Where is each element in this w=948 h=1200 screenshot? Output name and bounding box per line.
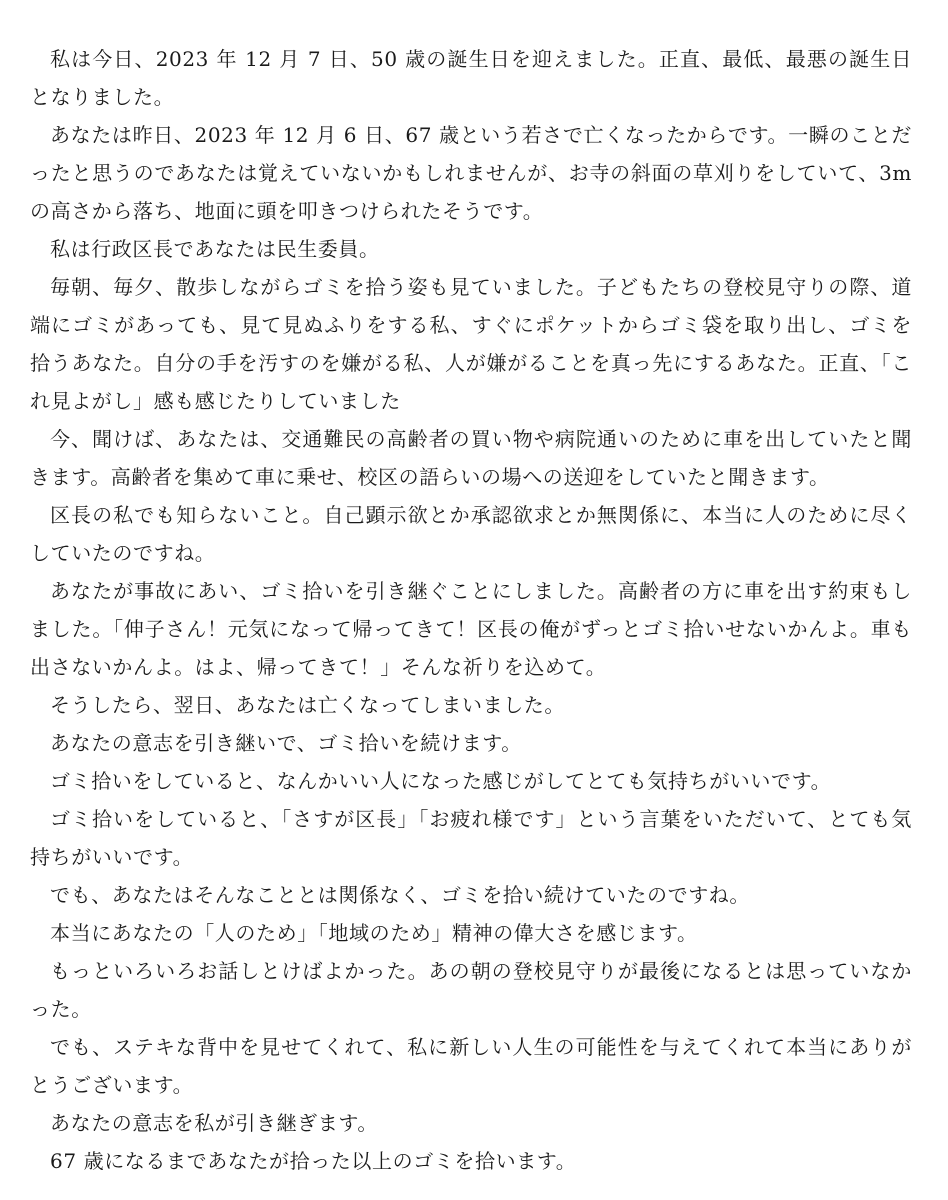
paragraph: あなたの意志を引き継いで、ゴミ拾いを続けます。	[50, 731, 522, 755]
paragraph: でも、あなたはそんなこととは関係なく、ゴミを拾い続けていたのですね。	[50, 883, 750, 907]
paragraph: そうしたら、翌日、あなたは亡くなってしまいました。	[50, 693, 565, 717]
paragraph: あなたは昨日、2023 年 12 月 6 日、67 歳という若さで亡くなったからです。一瞬のことだったと思うのであなたは覚えていないかもしれませんが、お寺の斜面の草刈りをしていて、3m の高さから落ち、地面に頭を叩きつけられたそうです。	[30, 123, 912, 223]
paragraph: もっといろいろお話しとけばよかった。あの朝の登校見守りが最後になるとは思っていなかった。	[30, 959, 912, 1021]
letter-body	[30, 40, 912, 1180]
paragraph: ゴミ拾いをしていると、「さすが区長」「お疲れ様です」という言葉をいただいて、とても気持ちがいいです。	[30, 807, 912, 869]
paragraph: 67 歳になるまであなたが拾った以上のゴミを拾います。	[50, 1149, 577, 1173]
paragraph: あなたが事故にあい、ゴミ拾いを引き継ぐことにしました。高齢者の方に車を出す約束もしました。「伸子さん！元気になって帰ってきて！区長の俺がずっとゴミ拾いせないかんよ。車も出さないかんよ。はよ、帰ってきて！」そんな祈りを込めて。	[30, 579, 912, 679]
paragraph: 区長の私でも知らないこと。自己顕示欲とか承認欲求とか無関係に、本当に人のために尽くしていたのですね。	[30, 503, 912, 565]
paragraph: あなたの意志を私が引き継ぎます。	[50, 1111, 378, 1135]
paragraph: 毎朝、毎夕、散歩しながらゴミを拾う姿も見ていました。子どもたちの登校見守りの際、道端にゴミがあっても、見て見ぬふりをする私、すぐにポケットからゴミ袋を取り出し、ゴミを拾うあなた。自分の手を汚すのを嫌がる私、人が嫌がることを真っ先にするあなた。正直、「これ見よがし」感も感じたりしていました	[30, 275, 912, 413]
paragraph: 本当にあなたの「人のため」「地域のため」精神の偉大さを感じます。	[50, 921, 698, 945]
paragraph: 私は行政区長であなたは民生委員。	[50, 237, 380, 261]
paragraph: 今、聞けば、あなたは、交通難民の高齢者の買い物や病院通いのために車を出していたと聞きます。高齢者を集めて車に乗せ、校区の語らいの場への送迎をしていたと聞きます。	[30, 427, 912, 489]
paragraph: でも、ステキな背中を見せてくれて、私に新しい人生の可能性を与えてくれて本当にありがとうございます。	[30, 1035, 912, 1097]
paragraph: 私は今日、2023 年 12 月 7 日、50 歳の誕生日を迎えました。正直、最低、最悪の誕生日となりました。	[30, 47, 912, 109]
paragraph: ゴミ拾いをしていると、なんかいい人になった感じがしてとても気持ちがいいです。	[50, 769, 832, 793]
